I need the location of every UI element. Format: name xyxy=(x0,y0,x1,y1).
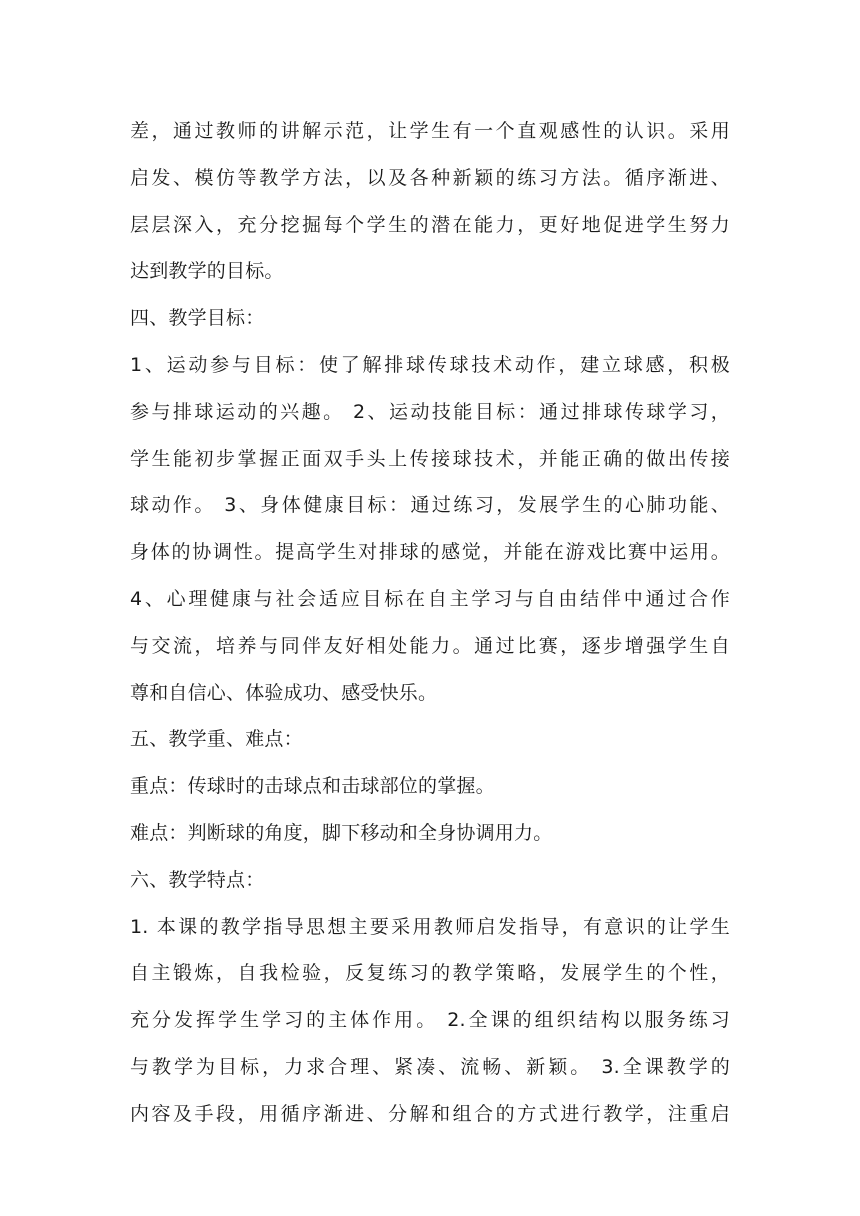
text-line: 与交流，培养与同伴友好相处能力。通过比赛，逐步增强学生自 xyxy=(130,634,730,657)
text-line: 五、教学重、难点： xyxy=(130,728,303,751)
text-line: 内容及手段，用循序渐进、分解和组合的方式进行教学，注重启 xyxy=(130,1102,730,1125)
text-line: 四、教学目标： xyxy=(130,307,265,330)
text-line: 身体的协调性。提高学生对排球的感觉，并能在游戏比赛中运用。 xyxy=(130,541,730,564)
text-line: 难点：判断球的角度，脚下移动和全身协调用力。 xyxy=(130,821,553,844)
text-line: 自主锻炼，自我检验，反复练习的教学策略，发展学生的个性， xyxy=(130,962,730,985)
document-page xyxy=(130,108,730,1138)
text-line: 差，通过教师的讲解示范，让学生有一个直观感性的认识。采用 xyxy=(130,120,730,142)
text-line: 球动作。 3、身体健康目标：通过练习，发展学生的心肺功能、 xyxy=(130,494,730,517)
text-line: 重点：传球时的击球点和击球部位的掌握。 xyxy=(130,775,495,798)
text-line: 与教学为目标，力求合理、紧凑、流畅、新颖。 3.全课教学的 xyxy=(130,1055,730,1078)
text-line: 学生能初步掌握正面双手头上传接球技术，并能正确的做出传接 xyxy=(130,447,730,470)
text-line: 1. 本课的教学指导思想主要采用教师启发指导，有意识的让学生 xyxy=(130,915,730,938)
text-line: 六、教学特点： xyxy=(130,868,265,891)
text-line: 4、心理健康与社会适应目标在自主学习与自由结伴中通过合作 xyxy=(130,587,730,610)
text-line: 1、运动参与目标：使了解排球传球技术动作，建立球感，积极 xyxy=(130,353,730,376)
text-line: 参与排球运动的兴趣。 2、运动技能目标：通过排球传球学习， xyxy=(130,400,730,423)
text-line: 启发、模仿等教学方法，以及各种新颖的练习方法。循序渐进、 xyxy=(130,166,730,189)
text-line: 达到教学的目标。 xyxy=(130,260,284,283)
text-line: 尊和自信心、体验成功、感受快乐。 xyxy=(130,681,438,704)
text-line: 层层深入，充分挖掘每个学生的潜在能力，更好地促进学生努力 xyxy=(130,213,730,236)
text-line: 充分发挥学生学习的主体作用。 2.全课的组织结构以服务练习 xyxy=(130,1009,730,1032)
